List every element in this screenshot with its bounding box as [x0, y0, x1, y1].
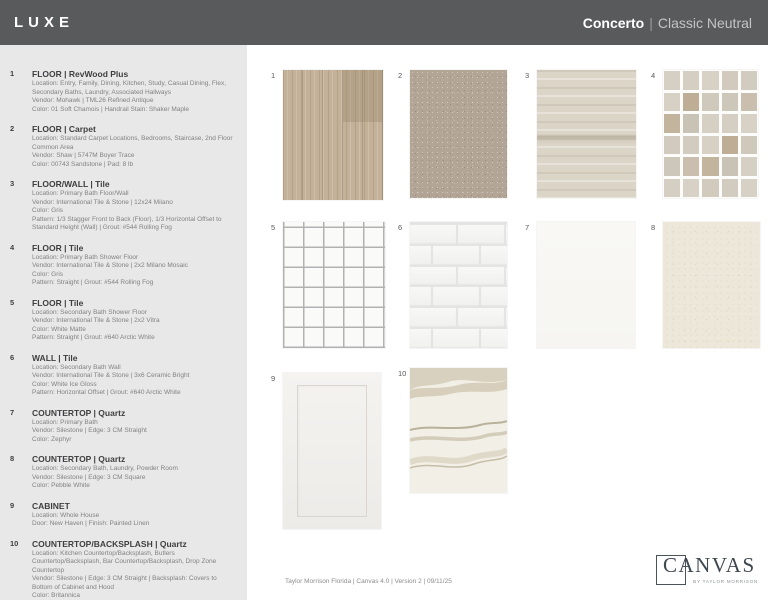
spec-item-detail: Vendor: Silestone | Edge: 3 CM Straight | Backsplash: Covers to Bottom of Cabinet and Hood — [32, 575, 217, 591]
spec-list-sidebar — [0, 45, 247, 600]
subway-brick — [433, 287, 479, 306]
mosaic-tile-cell — [702, 179, 718, 198]
subway-brick — [506, 225, 507, 244]
spec-item-detail: Color: Gris — [32, 270, 64, 278]
spec-item-number: 10 — [10, 538, 19, 548]
logo-wordmark: CANVAS — [663, 553, 756, 577]
footer-note: Taylor Morrison Florida | Canvas 4.0 | Version 2 | 09/11/25 — [285, 578, 452, 585]
subway-brick — [410, 287, 431, 306]
new-haven-painted-linen-door-image — [283, 373, 381, 529]
milano-2x2-mosaic-gris-image — [663, 70, 758, 198]
spec-item-title: FLOOR | Tile — [32, 242, 84, 253]
spec-item-detail: Location: Primary Bath — [32, 418, 98, 426]
swatch-number: 7 — [525, 223, 530, 232]
spec-item-detail: Location: Kitchen Countertop/Backsplash, Butlers Countertop/Backsplash, Bar Countertop/Backsplash, Drop Zone Countertop — [32, 549, 217, 574]
mosaic-tile-cell — [722, 71, 738, 90]
swatch-board — [247, 45, 768, 600]
spec-item-detail: Location: Primary Bath Shower Floor — [32, 253, 139, 261]
spec-item-detail: Pattern: 1/3 Stagger Front to Back (Floor), 1/3 Horizontal Offset to Standard Height (Wall) | Grout: #544 Rolling Fog — [32, 215, 222, 231]
mosaic-tile-cell — [702, 157, 718, 176]
spec-item-detail: Door: New Haven | Finish: Painted Linen — [32, 520, 150, 527]
subway-brick — [410, 246, 431, 265]
silestone-pebble-white-image — [663, 222, 760, 348]
spec-item-detail: Color: Zephyr — [32, 435, 72, 443]
spec-item-detail: Location: Secondary Bath, Laundry, Powder Room — [32, 465, 178, 472]
subway-brick — [481, 287, 507, 306]
collection-name: Concerto — [582, 14, 645, 31]
spec-item-detail: Color: 00743 Sandstone | Pad: 8 lb — [32, 160, 134, 168]
mosaic-tile-cell — [664, 179, 680, 198]
ceramic-bright-3x6-white-ice-image — [410, 222, 507, 348]
spec-item-detail: Vendor: Silestone | Edge: 3 CM Square — [32, 473, 146, 481]
canvas-logo — [656, 551, 760, 595]
spec-item-10 — [10, 539, 233, 600]
mosaic-tile-cell — [664, 157, 680, 176]
spec-item-detail: Color: White Ice Gloss — [32, 380, 97, 388]
swatch-2 — [398, 70, 507, 198]
spec-item-title: CABINET — [32, 500, 70, 511]
spec-item-title: FLOOR | Tile — [32, 297, 84, 308]
spec-item-title: COUNTERTOP | Quartz — [32, 407, 126, 418]
subway-brick — [481, 329, 507, 348]
spec-item-title: FLOOR | Carpet — [32, 124, 96, 134]
spec-item-number: 2 — [10, 124, 15, 133]
milano-12x24-tile-gris-image — [537, 70, 636, 198]
spec-item-1 — [10, 69, 233, 114]
spec-item-detail: Color: 01 Soft Chamois | Handrail Stain: Shaker Maple — [32, 105, 190, 113]
mosaic-tile-cell — [741, 157, 757, 176]
spec-item-number: 7 — [10, 407, 15, 417]
header-bar — [0, 0, 768, 45]
spec-item-9 — [10, 501, 233, 529]
subway-brick — [506, 267, 507, 286]
swatch-7 — [525, 222, 635, 348]
spec-item-5 — [10, 298, 233, 343]
spec-item-detail: Vendor: Shaw | 5747M Boyer Trace — [32, 152, 135, 159]
mosaic-tile-cell — [741, 179, 757, 198]
subway-brick — [458, 267, 504, 286]
spec-item-number: 1 — [10, 69, 15, 78]
spec-item-2 — [10, 124, 233, 169]
spec-item-detail: Vendor: International Tile & Stone | 2x2 Vitra — [32, 317, 160, 324]
mosaic-tile-cell — [702, 136, 718, 155]
spec-item-7 — [10, 408, 233, 445]
spec-item-detail: Location: Standard Carpet Locations, Bedrooms, Staircase, 2nd Floor Common Area — [32, 135, 233, 151]
spec-item-number: 4 — [10, 242, 15, 252]
spec-item-detail: Vendor: Silestone | Edge: 3 CM Straight — [32, 427, 147, 434]
mosaic-tile-cell — [741, 114, 757, 133]
quartz-veining-image — [410, 368, 507, 493]
spec-item-number: 6 — [10, 352, 15, 362]
swatch-number: 3 — [525, 71, 530, 80]
spec-item-detail: Location: Entry, Family, Dining, Kitchen, Study, Casual Dining, Flex, Secondary Baths, Laundry, Associated Hallways — [32, 80, 227, 96]
mosaic-tile-cell — [722, 179, 738, 198]
vitra-2x2-white-matte-image — [283, 222, 385, 348]
spec-item-number: 3 — [10, 179, 15, 188]
spec-item-detail: Location: Primary Bath Floor/Wall — [32, 190, 129, 197]
mosaic-tile-cell — [683, 93, 699, 112]
spec-item-detail: Pattern: Straight | Grout: #640 Arctic White — [32, 334, 155, 341]
collection-divider: | — [649, 14, 653, 31]
carpet-sandstone-image — [410, 70, 507, 198]
subway-brick — [481, 246, 507, 265]
palette-name: Classic Neutral — [657, 14, 752, 31]
spec-item-number: 5 — [10, 297, 15, 307]
mosaic-tile-cell — [741, 93, 757, 112]
spec-item-8 — [10, 454, 233, 491]
spec-item-number: 8 — [10, 454, 15, 463]
mosaic-tile-cell — [683, 157, 699, 176]
mosaic-tile-cell — [683, 71, 699, 90]
spec-item-detail: Location: Secondary Bath Wall — [32, 363, 121, 371]
swatch-number: 5 — [271, 223, 276, 232]
subway-brick — [458, 308, 504, 327]
swatch-10 — [398, 368, 507, 493]
mosaic-tile-cell — [683, 136, 699, 155]
mosaic-tile-cell — [741, 71, 757, 90]
subway-brick — [458, 225, 504, 244]
spec-item-6 — [10, 353, 233, 398]
mosaic-tile-cell — [702, 114, 718, 133]
swatch-number: 10 — [398, 369, 407, 378]
mosaic-tile-cell — [664, 136, 680, 155]
subway-brick — [433, 329, 479, 348]
swatch-number: 8 — [651, 223, 656, 232]
swatch-number: 9 — [271, 374, 276, 383]
spec-item-detail: Pattern: Straight | Grout: #544 Rolling Fog — [32, 279, 154, 286]
mosaic-tile-cell — [741, 136, 757, 155]
spec-item-3 — [10, 179, 233, 233]
spec-item-detail: Color: Gris — [32, 207, 64, 214]
spec-item-detail: Vendor: International Tile & Stone | 3x6 Ceramic Bright — [32, 372, 190, 379]
silestone-zephyr-image — [537, 222, 635, 348]
swatch-number: 2 — [398, 71, 403, 80]
swatch-number: 6 — [398, 223, 403, 232]
silestone-britannica-image — [410, 368, 507, 493]
mosaic-tile-cell — [722, 157, 738, 176]
spec-item-number: 9 — [10, 500, 15, 510]
subway-brick — [410, 308, 456, 327]
mosaic-tile-cell — [664, 93, 680, 112]
spec-item-detail: Vendor: International Tile & Stone | 2x2 Milano Mosaic — [32, 262, 188, 269]
subway-brick — [410, 329, 431, 348]
content-area — [0, 45, 768, 600]
spec-item-title: WALL | Tile — [32, 352, 78, 363]
spec-item-detail: Color: Britannica — [32, 592, 81, 599]
spec-item-detail: Location: Whole House — [32, 511, 100, 519]
spec-item-title: COUNTERTOP | Quartz — [32, 454, 126, 464]
cabinet-door-panel — [297, 385, 367, 517]
mosaic-tile-cell — [702, 71, 718, 90]
revwood-plus-wood-plank-image — [283, 70, 383, 200]
mosaic-tile-cell — [702, 93, 718, 112]
mosaic-tile-cell — [664, 114, 680, 133]
spec-item-detail: Vendor: International Tile & Stone | 12x24 Milano — [32, 198, 173, 206]
spec-item-detail: Location: Secondary Bath Shower Floor — [32, 308, 147, 316]
mosaic-tile-cell — [683, 179, 699, 198]
mosaic-tile-cell — [664, 71, 680, 90]
mosaic-tile-cell — [722, 93, 738, 112]
brand-logo: LUXE — [14, 14, 75, 31]
spec-item-detail: Color: Pebble White — [32, 482, 90, 489]
swatch-4 — [651, 70, 758, 198]
spec-item-title: FLOOR/WALL | Tile — [32, 179, 110, 189]
collection-title — [583, 15, 752, 31]
swatch-3 — [525, 70, 636, 198]
swatch-number: 4 — [651, 71, 656, 80]
subway-brick — [410, 225, 456, 244]
spec-item-title: FLOOR | RevWood Plus — [32, 69, 129, 79]
spec-item-title: COUNTERTOP/BACKSPLASH | Quartz — [32, 538, 187, 549]
mosaic-tile-cell — [722, 114, 738, 133]
swatch-number: 1 — [271, 71, 276, 80]
swatch-9 — [271, 373, 381, 529]
logo-tagline: BY TAYLOR MORRISON — [693, 579, 758, 584]
spec-item-detail: Vendor: Mohawk | TML26 Refined Antique — [32, 97, 154, 104]
swatch-8 — [651, 222, 760, 348]
spec-item-detail: Color: White Matte — [32, 325, 86, 333]
swatch-5 — [271, 222, 385, 348]
spec-item-4 — [10, 243, 233, 288]
spec-item-detail: Pattern: Horizontal Offset | Grout: #640 Arctic White — [32, 389, 181, 396]
mosaic-tile-cell — [722, 136, 738, 155]
subway-brick — [433, 246, 479, 265]
subway-brick — [410, 267, 456, 286]
mosaic-tile-cell — [683, 114, 699, 133]
subway-brick — [506, 308, 507, 327]
swatch-1 — [271, 70, 383, 200]
swatch-6 — [398, 222, 507, 348]
